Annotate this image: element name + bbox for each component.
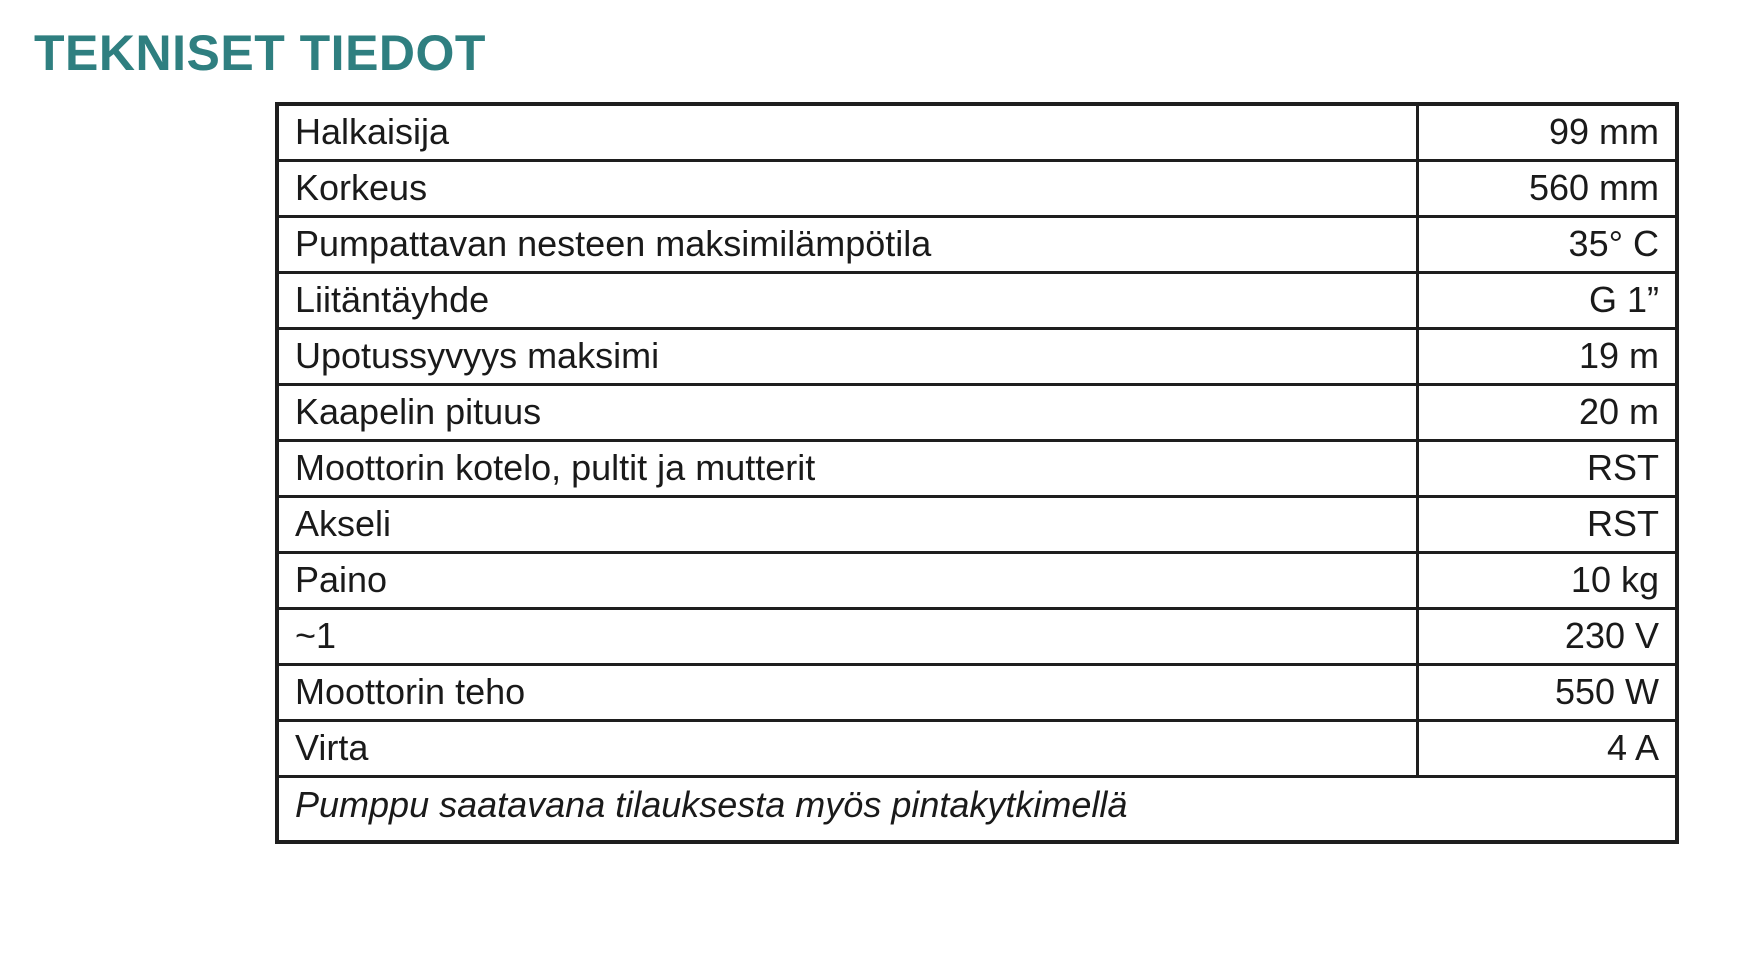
table-row [277,664,1677,720]
table-row [277,608,1677,664]
table-row [277,328,1677,384]
table-row [277,552,1677,608]
spec-value: 4 A [1417,720,1677,776]
spec-value: 19 m [1417,328,1677,384]
spec-value: 550 W [1417,664,1677,720]
spec-value: G 1” [1417,272,1677,328]
note-row [277,776,1677,842]
spec-value: RST [1417,440,1677,496]
spec-value: 35° C [1417,216,1677,272]
specifications-table-body [277,104,1677,842]
spec-label: Moottorin teho [277,664,1417,720]
spec-value: 10 kg [1417,552,1677,608]
spec-label: Virta [277,720,1417,776]
spec-value: 560 mm [1417,160,1677,216]
table-row [277,440,1677,496]
table-row [277,216,1677,272]
spec-label: Halkaisija [277,104,1417,160]
spec-value: 230 V [1417,608,1677,664]
spec-label: Akseli [277,496,1417,552]
page-title: TEKNISET TIEDOT [34,25,486,81]
table-row [277,160,1677,216]
spec-value: 99 mm [1417,104,1677,160]
spec-value: 20 m [1417,384,1677,440]
table-row [277,720,1677,776]
specifications-table [275,102,1679,844]
table-row [277,104,1677,160]
spec-label: Liitäntäyhde [277,272,1417,328]
spec-label: Paino [277,552,1417,608]
spec-label: Kaapelin pituus [277,384,1417,440]
spec-label: ~1 [277,608,1417,664]
table-note: Pumppu saatavana tilauksesta myös pintakytkimellä [277,776,1677,842]
table-row [277,496,1677,552]
spec-label: Upotussyvyys maksimi [277,328,1417,384]
table-row [277,384,1677,440]
table-row [277,272,1677,328]
spec-label: Moottorin kotelo, pultit ja mutterit [277,440,1417,496]
spec-label: Pumpattavan nesteen maksimilämpötila [277,216,1417,272]
spec-label: Korkeus [277,160,1417,216]
spec-value: RST [1417,496,1677,552]
